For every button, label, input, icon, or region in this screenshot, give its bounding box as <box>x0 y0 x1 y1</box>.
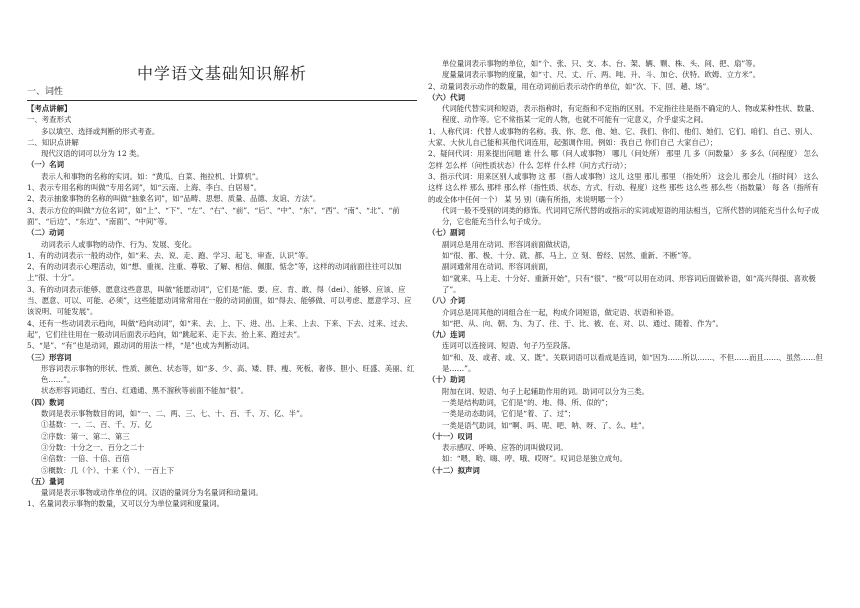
paragraph: 单位量词表示事物的单位，如“个、张、只、支、本、台、架、辆、颗、株、头、间、把、扇”等。 <box>442 59 760 68</box>
paragraph: ①基数：一、二、百、千、万、亿 <box>41 420 152 430</box>
sub-heading: （四）数词 <box>27 397 64 407</box>
sub-heading: （二）动词 <box>27 228 64 238</box>
left-column <box>27 58 417 510</box>
sub-heading: （八）介词 <box>428 296 465 306</box>
paragraph: 介词总是同其他的词组合在一起，构成介词短语，做定语、状语和补语。 <box>442 307 679 317</box>
paragraph: 连词可以连接词、短语、句子乃至段落。 <box>442 341 576 351</box>
paragraph: 表示人和事物的名称的实词。如：“黄瓜、白菜、拖拉机、计算机”。 <box>41 171 263 181</box>
paragraph: ③分数：十分之一、百分之二十 <box>41 442 145 452</box>
paragraph: 代词能代替实词和短语，表示指称时，有定指和不定指的区别。不定指往往是指不确定的人、物或某种性状、数量、程度、动作等。它不常指某一定的人物，也就不可能有一定意义，介乎虚实之间。 <box>442 104 819 125</box>
paragraph: 多以填空、选择或判断的形式考查。 <box>41 126 160 136</box>
sub-heading: （十二）拟声词 <box>428 465 480 475</box>
paragraph: 3、有的动词表示能够、愿意这些意思，叫做“能愿动词”，它们是“能、要、应、肯、敢、得（dei）、能够、应该、应当、愿意、可以、可能、必须”，这些能愿动词常常用在一般的动词前面，如“得去、能够做、可以考虑、愿意学习、应该说明、可能发展”。 <box>27 284 412 317</box>
sub-heading: （一）名词 <box>27 160 64 170</box>
paragraph: 5、“是”、“有”也是动词，跟动词的用法一样，“是”也成为判断动词。 <box>27 341 254 351</box>
paragraph: 附加在词、短语、句子上起辅助作用的词。助词可以分为三类。 <box>442 386 649 396</box>
paragraph: ②序数：第一、第二、第三 <box>41 431 130 441</box>
paragraph: 3、指示代词：用来区别人或事物 这 那 （指人或事物）这儿 这里 那儿 那里 （指处所） 这会儿 那会儿（指时间） 这么 这样 这么样 那么 那样 那么样（指性质、状态、方式、行动、程度）这些 那些 这么些 那么些（指数量） 每 各（指所有的或全体中任何一个） 某 另 别（确有所指，未说明哪一个） <box>428 171 819 204</box>
paragraph: 形容词表示事物的形状、性质、颜色、状态等，如“多、少、高、矮、胖、瘦、死板、奢侈、胆小、旺盛、美丽、红色……”。 <box>41 363 415 385</box>
paragraph: 数词是表示事物数目的词，如“一、二、两、三、七、十、百、千、万、亿、半”。 <box>41 409 308 419</box>
paragraph: 一类是动态助词，它们是“着、了、过”； <box>442 409 576 419</box>
paragraph: 现代汉语的词可以分为 12 类。 <box>41 149 144 159</box>
paragraph: 状态形容词通红、雪白、红通通、黑不溜秋等前面不能加“很”。 <box>41 386 249 396</box>
paragraph: 动词表示人或事物的动作、行为、发展、变化。 <box>41 239 197 249</box>
paragraph: 量词是表示事物或动作单位的词。汉语的量词分为名量词和动量词。 <box>41 488 263 498</box>
sub-heading: 【考点讲解】 <box>27 104 72 113</box>
paragraph: 副词通常用在动词、形容词前面， <box>442 262 553 272</box>
paragraph: 度量量词表示事物的度量，如“寸、尺、丈、斤、两、吨、升、斗、加仑、伏特、欧姆、立方米”。 <box>442 70 760 80</box>
paragraph: 副词总是用在动词、形容词前面做状语， <box>442 239 576 249</box>
right-column <box>428 58 823 476</box>
paragraph: 代词一般不受别的词类的修饰。代词同它所代替的或指示的实词或短语的用法相当，它所代替的词能充当什么句子成分，它也能充当什么句子成分。 <box>442 205 819 227</box>
section-heading: 一、词性 <box>27 86 417 101</box>
paragraph: 一、考查形式 <box>27 115 72 125</box>
sub-heading: （三）形容词 <box>27 352 72 362</box>
sub-heading: （十一）叹词 <box>428 431 473 441</box>
left-column-body <box>27 103 417 510</box>
paragraph: 如“就来、马上走、十分好、重新开始”，只有“很”、“极”可以用在动词、形容词后面做补语，如“高兴得很、喜欢极了”。 <box>442 273 816 294</box>
paragraph: 1、表示专用名称的叫做“专用名词”，如“云南、上海、李白、白居易”。 <box>27 183 262 193</box>
paragraph: ⑤概数：几（个）、十来（个）、一百上下 <box>41 465 175 475</box>
paragraph: 2、有的动词表示心理活动，如“想、重视、注重、尊敬、了解、相信、佩服、惦念”等，这样的动词前面往往可以加上“很、十分”。 <box>27 262 402 283</box>
paragraph: 1、名量词表示事物的数量，又可以分为单位量词和度量词。 <box>27 499 224 509</box>
paragraph: ④倍数：一倍、十倍、百倍 <box>41 454 130 464</box>
paragraph: 1、人称代词：代替人或事物的名称。我、你、您、他、她、它、我们、你们、他们、她们、它们、咱们、自己、别人、大家、大伙儿自己能和其他代词连用，起强调作用。例如：我自己 你们自己 大家自己）； <box>428 126 818 148</box>
sub-heading: （九）连词 <box>428 330 465 340</box>
right-column-body <box>428 58 823 476</box>
sub-heading: （七）副词 <box>428 228 465 238</box>
paragraph: 如“把、从、向、朝、为、为了、往、于、比、被、在、对、以、通过、随着、作为”。 <box>442 318 724 328</box>
document-title: 中学语文基础知识解析 <box>136 64 307 83</box>
paragraph: 2、动量词表示动作的数量，用在动词前后表示动作的单位，如“次、下、回、趟、场”。 <box>428 81 714 91</box>
paragraph: 二、知识点讲解 <box>27 137 79 147</box>
paragraph: 如“和、及、或者、或、又、既”。关联词语可以看成是连词，如“因为……所以……、不但……而且……、虽然……但是……”。 <box>442 352 823 374</box>
paragraph: 2、疑问代词：用来提出问题 谁 什么 哪（问人或事物） 哪儿（问处所） 那里 几 多（问数量） 多 多么（问程度） 怎么 怎样 怎么样（问性质状态）什么 怎样 什么样（问方式行动）； <box>428 149 819 170</box>
paragraph: 如“很、都、极、十分、就、都、马上、立 刻、曾经、居然、重新、不断”等。 <box>442 251 696 261</box>
paragraph: 一类是语气助词，如“啊、吗、呢、吧、呐、呀、了、么、哇”。 <box>442 420 650 430</box>
sub-heading: （十）助词 <box>428 375 465 385</box>
paragraph: 一类是结构助词，它们是“的、地、得、所、似的”； <box>442 397 613 407</box>
paragraph: 表示感叹、呼唤、应答的词叫做叹词。 <box>442 443 568 453</box>
sub-heading: （六）代词 <box>428 92 465 102</box>
sub-heading: （五）量词 <box>27 476 64 486</box>
paragraph: 如：“喂、哟、嗨、哼、哦、哎呀”。叹词总是独立成句。 <box>442 454 627 464</box>
paragraph: 1、有的动词表示一般的动作，如“来、去、说、走、跑、学习、起飞、审查、认识”等。 <box>27 250 313 260</box>
paragraph: 2、表示抽象事物的名称的叫做“抽象名词”，如“品畴、思想、质量、品德、友谊、方法”。 <box>27 194 321 204</box>
paragraph: 4、还有一些动词表示趋向，叫做“趋向动词”，如“来、去、上、下、进、出、上来、上去、下来、下去、过来、过去、起”，它们往往用在一般动词后面表示趋向，如“跳起来、走下去、抬上来、跑过去”。 <box>27 318 413 339</box>
paragraph: 3、表示方位的叫做“方位名词”，如“上”、“下”、“左”、“右”、“前”、“后”、“中”、“东”、“西”、“南”、“北”、“前面”、“后边”、“东边”、“南面”、“中间”等。 <box>27 205 400 226</box>
